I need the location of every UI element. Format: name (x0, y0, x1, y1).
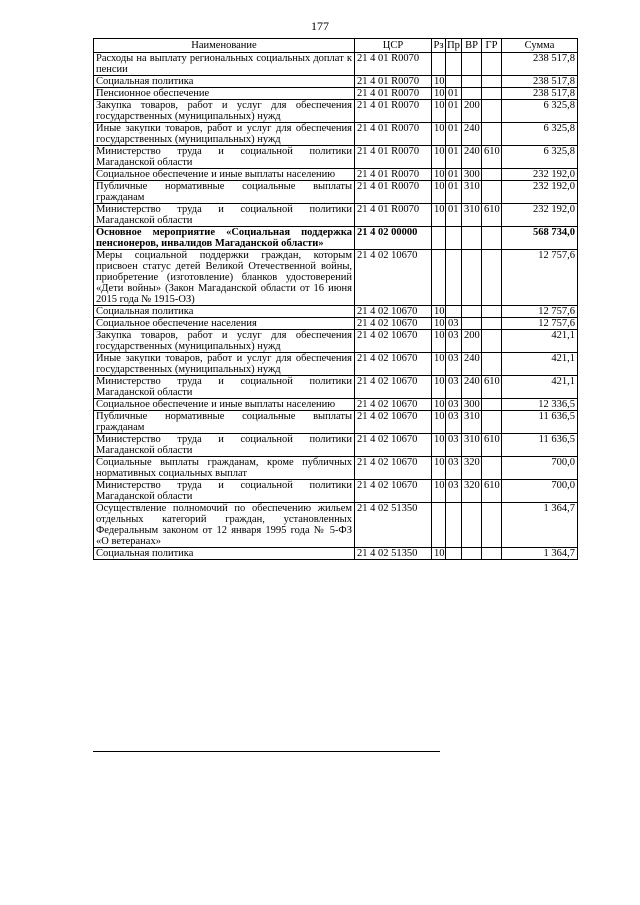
cell-csr: 21 4 01 R0070 (355, 181, 432, 204)
cell-name: Расходы на выплату региональных социальных доплат к пенсии (94, 53, 355, 76)
table-row (94, 250, 578, 306)
cell-name: Закупка товаров, работ и услуг для обеспечения государственных (муниципальных) нужд (94, 330, 355, 353)
cell-name: Министерство труда и социальной политики Магаданской области (94, 146, 355, 169)
header-rz: Рз (433, 40, 444, 51)
table-row (94, 169, 578, 181)
cell-sum: 12 757,6 (502, 306, 578, 318)
table-row (94, 318, 578, 330)
cell-vr: 200 (462, 100, 482, 123)
cell-sum: 12 757,6 (502, 318, 578, 330)
cell-gr (482, 411, 502, 434)
cell-rz (432, 227, 446, 250)
cell-csr: 21 4 01 R0070 (355, 88, 432, 100)
cell-rz: 10 (432, 181, 446, 204)
cell-csr: 21 4 01 R0070 (355, 146, 432, 169)
cell-vr: 240 (462, 353, 482, 376)
cell-name: Социальная политика (94, 76, 355, 88)
header-pr: Пр (447, 40, 460, 51)
table-row (94, 76, 578, 88)
table-header-row (94, 39, 578, 53)
cell-pr: 03 (446, 376, 462, 399)
cell-rz: 10 (432, 88, 446, 100)
cell-name: Министерство труда и социальной политики Магаданской области (94, 204, 355, 227)
header-sum: Сумма (502, 39, 578, 53)
cell-gr: 610 (482, 434, 502, 457)
cell-csr: 21 4 02 10670 (355, 411, 432, 434)
cell-pr: 01 (446, 123, 462, 146)
cell-rz: 10 (432, 330, 446, 353)
cell-sum: 6 325,8 (502, 146, 578, 169)
cell-gr (482, 53, 502, 76)
cell-gr (482, 88, 502, 100)
cell-rz: 10 (432, 457, 446, 480)
cell-pr: 03 (446, 434, 462, 457)
table-row (94, 181, 578, 204)
page-number: 177 (311, 19, 329, 33)
cell-sum: 11 636,5 (502, 434, 578, 457)
table-row (94, 399, 578, 411)
cell-rz: 10 (432, 169, 446, 181)
cell-sum: 232 192,0 (502, 204, 578, 227)
cell-sum: 6 325,8 (502, 100, 578, 123)
cell-rz: 10 (432, 100, 446, 123)
cell-gr (482, 548, 502, 560)
cell-csr: 21 4 01 R0070 (355, 169, 432, 181)
table-row (94, 227, 578, 250)
cell-gr (482, 330, 502, 353)
cell-gr (482, 227, 502, 250)
cell-pr: 01 (446, 88, 462, 100)
cell-sum: 12 757,6 (502, 250, 578, 306)
cell-vr: 320 (462, 480, 482, 503)
cell-sum: 700,0 (502, 480, 578, 503)
cell-pr: 03 (446, 353, 462, 376)
cell-name: Публичные нормативные социальные выплаты гражданам (94, 181, 355, 204)
cell-rz: 10 (432, 146, 446, 169)
table-row (94, 100, 578, 123)
cell-csr: 21 4 02 51350 (355, 503, 432, 548)
cell-gr (482, 503, 502, 548)
table-row (94, 330, 578, 353)
table-row (94, 146, 578, 169)
cell-name: Закупка товаров, работ и услуг для обеспечения государственных (муниципальных) нужд (94, 100, 355, 123)
cell-rz: 10 (432, 411, 446, 434)
cell-vr: 310 (462, 181, 482, 204)
cell-csr: 21 4 01 R0070 (355, 204, 432, 227)
cell-vr: 200 (462, 330, 482, 353)
cell-name: Меры социальной поддержки граждан, которым присвоен статус детей Великой Отечественной войны, приобретение (изготовление) бланков удостоверений «Дети войны» (Закон Магаданской области от 16 июня 2015 года № 1915-ОЗ) (94, 250, 355, 306)
budget-table (93, 38, 578, 560)
cell-csr: 21 4 02 10670 (355, 480, 432, 503)
table-row (94, 434, 578, 457)
cell-pr: 01 (446, 146, 462, 169)
cell-gr: 610 (482, 204, 502, 227)
cell-vr (462, 76, 482, 88)
table-row (94, 353, 578, 376)
cell-name: Основное мероприятие «Социальная поддержка пенсионеров, инвалидов Магаданской области» (94, 227, 355, 250)
cell-pr: 03 (446, 330, 462, 353)
cell-gr (482, 399, 502, 411)
cell-vr (462, 548, 482, 560)
cell-vr (462, 227, 482, 250)
cell-pr: 01 (446, 204, 462, 227)
cell-csr: 21 4 02 10670 (355, 318, 432, 330)
cell-vr: 300 (462, 399, 482, 411)
cell-pr (446, 227, 462, 250)
cell-gr: 610 (482, 146, 502, 169)
table-row (94, 503, 578, 548)
cell-gr (482, 306, 502, 318)
header-name: Наименование (94, 39, 355, 53)
cell-vr: 240 (462, 146, 482, 169)
cell-name: Социальное обеспечение населения (94, 318, 355, 330)
cell-sum: 700,0 (502, 457, 578, 480)
cell-vr: 240 (462, 123, 482, 146)
table-row (94, 376, 578, 399)
cell-rz: 10 (432, 123, 446, 146)
cell-csr: 21 4 02 10670 (355, 457, 432, 480)
cell-sum: 11 636,5 (502, 411, 578, 434)
cell-gr (482, 353, 502, 376)
cell-sum: 238 517,8 (502, 76, 578, 88)
cell-sum: 1 364,7 (502, 503, 578, 548)
cell-rz: 10 (432, 204, 446, 227)
table-row (94, 411, 578, 434)
cell-gr (482, 123, 502, 146)
cell-gr (482, 318, 502, 330)
table-row (94, 53, 578, 76)
cell-vr (462, 503, 482, 548)
table-body (94, 53, 578, 560)
cell-gr (482, 181, 502, 204)
header-gr: ГР (482, 39, 502, 53)
cell-pr (446, 503, 462, 548)
cell-sum: 568 734,0 (502, 227, 578, 250)
cell-rz (432, 250, 446, 306)
cell-vr: 300 (462, 169, 482, 181)
table-row (94, 204, 578, 227)
cell-name: Министерство труда и социальной политики Магаданской области (94, 434, 355, 457)
cell-name: Министерство труда и социальной политики Магаданской области (94, 480, 355, 503)
cell-vr (462, 250, 482, 306)
cell-vr: 310 (462, 411, 482, 434)
header-csr: ЦСР (355, 39, 432, 53)
cell-gr: 610 (482, 480, 502, 503)
cell-sum: 421,1 (502, 353, 578, 376)
table-row (94, 306, 578, 318)
table-row (94, 457, 578, 480)
cell-rz: 10 (432, 318, 446, 330)
cell-pr (446, 53, 462, 76)
cell-csr: 21 4 01 R0070 (355, 76, 432, 88)
cell-pr: 03 (446, 457, 462, 480)
cell-rz: 10 (432, 376, 446, 399)
cell-csr: 21 4 02 10670 (355, 376, 432, 399)
cell-pr: 03 (446, 480, 462, 503)
cell-vr: 310 (462, 434, 482, 457)
cell-vr (462, 53, 482, 76)
cell-sum: 421,1 (502, 376, 578, 399)
cell-name: Социальное обеспечение и иные выплаты населению (94, 169, 355, 181)
cell-rz: 10 (432, 76, 446, 88)
cell-rz: 10 (432, 306, 446, 318)
cell-csr: 21 4 02 51350 (355, 548, 432, 560)
cell-name: Министерство труда и социальной политики Магаданской области (94, 376, 355, 399)
cell-csr: 21 4 02 10670 (355, 330, 432, 353)
cell-rz: 10 (432, 548, 446, 560)
cell-vr: 240 (462, 376, 482, 399)
cell-sum: 421,1 (502, 330, 578, 353)
cell-pr: 03 (446, 411, 462, 434)
cell-name: Пенсионное обеспечение (94, 88, 355, 100)
cell-gr (482, 100, 502, 123)
cell-rz: 10 (432, 480, 446, 503)
cell-vr: 310 (462, 204, 482, 227)
cell-sum: 232 192,0 (502, 181, 578, 204)
cell-sum: 12 336,5 (502, 399, 578, 411)
table-row (94, 123, 578, 146)
cell-pr (446, 548, 462, 560)
cell-sum: 232 192,0 (502, 169, 578, 181)
cell-csr: 21 4 01 R0070 (355, 100, 432, 123)
cell-name: Иные закупки товаров, работ и услуг для обеспечения государственных (муниципальных) нужд (94, 353, 355, 376)
footer-divider (93, 751, 440, 752)
cell-name: Иные закупки товаров, работ и услуг для обеспечения государственных (муниципальных) нужд (94, 123, 355, 146)
cell-pr: 01 (446, 181, 462, 204)
cell-name: Социальная политика (94, 306, 355, 318)
cell-rz: 10 (432, 353, 446, 376)
cell-name: Социальная политика (94, 548, 355, 560)
cell-csr: 21 4 01 R0070 (355, 53, 432, 76)
cell-name: Осуществление полномочий по обеспечению жильем отдельных категорий граждан, установленных Федеральным законом от 12 января 1995 года № 5-ФЗ «О ветеранах» (94, 503, 355, 548)
header-vr: ВР (462, 39, 482, 53)
cell-sum: 6 325,8 (502, 123, 578, 146)
cell-pr: 01 (446, 169, 462, 181)
cell-vr (462, 88, 482, 100)
cell-pr (446, 76, 462, 88)
cell-csr: 21 4 02 10670 (355, 399, 432, 411)
cell-pr (446, 306, 462, 318)
table-row (94, 548, 578, 560)
cell-rz (432, 503, 446, 548)
cell-csr: 21 4 02 10670 (355, 434, 432, 457)
cell-gr: 610 (482, 376, 502, 399)
cell-name: Социальные выплаты гражданам, кроме публичных нормативных социальных выплат (94, 457, 355, 480)
cell-name: Социальное обеспечение и иные выплаты населению (94, 399, 355, 411)
cell-vr (462, 318, 482, 330)
cell-pr (446, 250, 462, 306)
table-row (94, 480, 578, 503)
cell-csr: 21 4 02 10670 (355, 306, 432, 318)
cell-vr (462, 306, 482, 318)
cell-gr (482, 457, 502, 480)
cell-rz (432, 53, 446, 76)
table-row (94, 88, 578, 100)
cell-rz: 10 (432, 399, 446, 411)
cell-csr: 21 4 02 00000 (355, 227, 432, 250)
cell-rz: 10 (432, 434, 446, 457)
cell-gr (482, 76, 502, 88)
cell-gr (482, 169, 502, 181)
cell-sum: 1 364,7 (502, 548, 578, 560)
cell-csr: 21 4 02 10670 (355, 353, 432, 376)
cell-name: Публичные нормативные социальные выплаты гражданам (94, 411, 355, 434)
cell-sum: 238 517,8 (502, 88, 578, 100)
cell-pr: 03 (446, 318, 462, 330)
cell-pr: 01 (446, 100, 462, 123)
cell-gr (482, 250, 502, 306)
cell-sum: 238 517,8 (502, 53, 578, 76)
cell-csr: 21 4 01 R0070 (355, 123, 432, 146)
cell-pr: 03 (446, 399, 462, 411)
cell-csr: 21 4 02 10670 (355, 250, 432, 306)
cell-vr: 320 (462, 457, 482, 480)
